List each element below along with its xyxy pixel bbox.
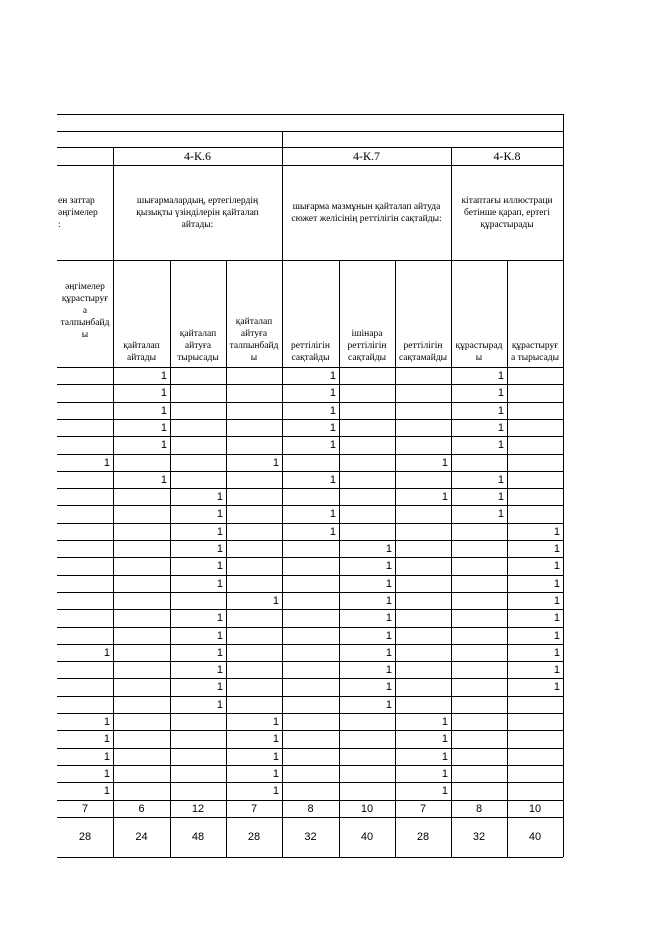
table-cell	[282, 540, 339, 557]
table-cell	[507, 782, 563, 799]
table-cell	[451, 661, 507, 678]
table-cell: 1	[272, 767, 279, 780]
table-cell: 1	[272, 732, 279, 745]
table-cell	[339, 523, 395, 540]
table-cell: 1	[216, 611, 223, 624]
table-cell	[282, 575, 339, 592]
total-count-cell: 6	[138, 802, 145, 815]
table-cell: 1	[553, 559, 560, 572]
table-cell	[507, 696, 563, 713]
table-cell	[395, 540, 451, 557]
table-cell	[507, 713, 563, 730]
table-cell	[57, 661, 113, 678]
table-cell	[57, 436, 113, 453]
table-cell	[113, 609, 170, 626]
group-description: ен заттар әңгімелер :	[58, 195, 98, 230]
table-cell	[226, 661, 282, 678]
table-cell: 1	[497, 386, 504, 399]
total-count-cell: 10	[528, 802, 542, 815]
table-cell: 1	[441, 456, 448, 469]
table-cell: 1	[329, 438, 336, 451]
table-cell	[339, 488, 395, 505]
column-header: қайталап айтады	[123, 341, 160, 363]
table-cell: 1	[553, 663, 560, 676]
table-cell	[113, 730, 170, 747]
table-cell: 1	[441, 490, 448, 503]
table-cell: 1	[385, 680, 392, 693]
group-code: 4-К.7	[353, 148, 380, 163]
column-line	[226, 260, 227, 857]
table-cell	[282, 609, 339, 626]
table-cell	[170, 782, 226, 799]
column-header: ішінара реттілігін сақтайды	[347, 329, 387, 363]
table-cell	[170, 419, 226, 436]
total-percent-cell: 40	[528, 831, 542, 844]
table-cell: 1	[497, 404, 504, 417]
table-cell	[339, 782, 395, 799]
table-cell: 1	[497, 421, 504, 434]
table-cell: 1	[103, 732, 110, 745]
table-cell: 1	[272, 594, 279, 607]
table-cell	[282, 678, 339, 695]
total-percent-cell: 32	[472, 831, 486, 844]
table-cell: 1	[216, 663, 223, 676]
table-cell	[226, 505, 282, 522]
table-cell	[451, 678, 507, 695]
table-cell	[113, 678, 170, 695]
table-cell	[113, 488, 170, 505]
group-description: шығарма мазмұнын қайталап айтуда сюжет желісінің реттілігін сақтайды:	[291, 201, 442, 224]
table-cell	[282, 592, 339, 609]
table-cell	[395, 402, 451, 419]
group-code	[57, 147, 113, 165]
table-cell	[226, 609, 282, 626]
total-percent-cell: 28	[247, 831, 261, 844]
table-cell: 1	[385, 559, 392, 572]
table-cell	[339, 419, 395, 436]
total-percent-cell: 24	[135, 831, 148, 844]
table-cell: 1	[385, 698, 392, 711]
table-cell	[395, 696, 451, 713]
table-cell	[339, 765, 395, 782]
table-cell: 1	[329, 369, 336, 382]
top-rule	[57, 114, 563, 115]
table-cell: 1	[272, 715, 279, 728]
table-cell	[57, 367, 113, 384]
table-cell	[282, 557, 339, 574]
table-cell	[170, 592, 226, 609]
table-cell: 1	[497, 490, 504, 503]
table-cell	[282, 765, 339, 782]
table-cell: 1	[385, 594, 392, 607]
table-cell: 1	[216, 490, 223, 503]
table-cell	[226, 644, 282, 661]
table-cell	[282, 730, 339, 747]
table-cell: 1	[103, 646, 110, 659]
table-cell: 1	[160, 386, 167, 399]
column-line	[507, 260, 508, 857]
table-cell	[395, 523, 451, 540]
table-cell	[339, 384, 395, 401]
table-cell: 1	[441, 767, 448, 780]
table-cell: 1	[441, 750, 448, 763]
table-cell	[226, 575, 282, 592]
table-cell	[507, 419, 563, 436]
table-cell	[507, 488, 563, 505]
table-cell	[57, 402, 113, 419]
table-cell	[395, 678, 451, 695]
table-cell	[395, 419, 451, 436]
table-cell	[339, 454, 395, 471]
table-cell: 1	[497, 507, 504, 520]
table-cell	[507, 454, 563, 471]
table-cell	[57, 609, 113, 626]
total-percent-cell: 28	[78, 831, 92, 844]
table-cell	[226, 402, 282, 419]
table-cell	[451, 523, 507, 540]
table-cell: 1	[553, 594, 560, 607]
table-cell	[395, 609, 451, 626]
grid-line	[282, 147, 283, 260]
table-cell	[282, 488, 339, 505]
table-cell	[451, 713, 507, 730]
table-cell: 1	[103, 750, 110, 763]
column-line	[339, 260, 340, 857]
table-cell	[226, 419, 282, 436]
table-cell	[57, 471, 113, 488]
table-cell	[170, 402, 226, 419]
table-cell: 1	[553, 525, 560, 538]
table-cell	[395, 557, 451, 574]
table-cell	[170, 454, 226, 471]
table-cell	[57, 523, 113, 540]
table-cell	[113, 748, 170, 765]
table-cell	[282, 748, 339, 765]
table-cell	[339, 748, 395, 765]
table-cell	[507, 367, 563, 384]
table-cell	[226, 678, 282, 695]
table-cell	[113, 696, 170, 713]
column-header: әңгімелер құрастыруғ а талпынбайд ы	[60, 281, 110, 340]
column-header: қайталап айтуға тырысады	[177, 329, 219, 363]
table-cell: 1	[216, 559, 223, 572]
table-cell	[507, 436, 563, 453]
table-cell	[395, 505, 451, 522]
table-cell: 1	[553, 629, 560, 642]
table-cell	[57, 419, 113, 436]
table-cell: 1	[216, 542, 223, 555]
table-cell: 1	[160, 438, 167, 451]
table-cell	[282, 782, 339, 799]
total-percent-cell: 48	[191, 831, 205, 844]
table-cell	[339, 367, 395, 384]
table-cell	[451, 730, 507, 747]
table-cell: 1	[160, 404, 167, 417]
table-cell	[113, 523, 170, 540]
total-count-cell: 10	[360, 802, 374, 815]
table-cell: 1	[272, 456, 279, 469]
column-line	[451, 260, 452, 857]
grid-line	[113, 147, 114, 260]
table-cell: 1	[216, 646, 223, 659]
table-cell	[395, 592, 451, 609]
table-cell	[507, 384, 563, 401]
table-cell: 1	[329, 386, 336, 399]
table-cell: 1	[216, 507, 223, 520]
table-cell: 1	[385, 611, 392, 624]
table-cell	[282, 454, 339, 471]
table-cell: 1	[385, 629, 392, 642]
table-cell	[226, 696, 282, 713]
total-count-cell: 7	[81, 802, 89, 815]
table-cell	[395, 367, 451, 384]
table-cell	[170, 367, 226, 384]
table-cell: 1	[441, 784, 448, 797]
total-percent-cell: 28	[416, 831, 430, 844]
table-cell: 1	[272, 750, 279, 763]
column-line	[395, 260, 396, 857]
table-cell	[226, 557, 282, 574]
table-cell	[451, 540, 507, 557]
header-rule	[57, 131, 563, 132]
grid-line	[451, 147, 452, 260]
table-cell	[339, 730, 395, 747]
table-cell	[226, 488, 282, 505]
table-cell	[57, 505, 113, 522]
table-cell	[170, 436, 226, 453]
table-cell	[282, 661, 339, 678]
table-cell: 1	[553, 542, 560, 555]
table-cell	[113, 765, 170, 782]
table-cell	[113, 505, 170, 522]
table-cell: 1	[385, 577, 392, 590]
table-cell: 1	[216, 629, 223, 642]
table-cell: 1	[103, 784, 110, 797]
table-cell: 1	[497, 369, 504, 382]
table-cell	[282, 696, 339, 713]
table-cell	[507, 471, 563, 488]
table-cell: 1	[553, 611, 560, 624]
table-cell	[113, 540, 170, 557]
table-cell	[57, 678, 113, 695]
table-cell: 1	[329, 404, 336, 417]
table-cell	[282, 713, 339, 730]
table-cell: 1	[553, 577, 560, 590]
table-cell	[282, 644, 339, 661]
table-cell	[451, 609, 507, 626]
table-cell: 1	[497, 438, 504, 451]
table-cell	[57, 627, 113, 644]
table-cell: 1	[553, 680, 560, 693]
table-cell	[170, 748, 226, 765]
column-line	[282, 260, 283, 857]
table-cell: 1	[385, 663, 392, 676]
table-cell	[113, 661, 170, 678]
table-cell	[57, 592, 113, 609]
table-cell	[170, 384, 226, 401]
table-cell	[451, 782, 507, 799]
table-cell: 1	[160, 421, 167, 434]
table-cell: 1	[441, 732, 448, 745]
table-cell: 1	[216, 680, 223, 693]
table-cell: 1	[385, 646, 392, 659]
table-cell: 1	[441, 715, 448, 728]
table-cell: 1	[103, 456, 110, 469]
table-cell: 1	[103, 715, 110, 728]
table-cell: 1	[216, 577, 223, 590]
table-cell	[507, 765, 563, 782]
table-cell	[113, 575, 170, 592]
table-cell: 1	[497, 473, 504, 486]
total-percent-cell: 32	[304, 831, 317, 844]
table-cell: 1	[216, 525, 223, 538]
table-cell	[451, 592, 507, 609]
total-count-cell: 7	[250, 802, 258, 815]
table-cell	[507, 748, 563, 765]
column-line	[170, 260, 171, 857]
table-cell	[339, 436, 395, 453]
table-cell	[451, 765, 507, 782]
table-cell	[226, 627, 282, 644]
table-cell	[113, 713, 170, 730]
table-cell	[226, 384, 282, 401]
table-cell	[339, 505, 395, 522]
table-cell	[451, 696, 507, 713]
table-cell	[226, 523, 282, 540]
group-description: кітаптағы иллюстраци бетінше қарап, ертегі құрастырады	[461, 195, 553, 230]
group-code: 4-К.8	[493, 148, 521, 163]
table-cell: 1	[329, 507, 336, 520]
total-count-cell: 12	[191, 802, 205, 815]
table-cell	[395, 384, 451, 401]
table-cell	[113, 644, 170, 661]
table-cell	[339, 402, 395, 419]
table-cell	[395, 471, 451, 488]
table-cell	[451, 748, 507, 765]
table-cell	[57, 488, 113, 505]
table-cell	[507, 505, 563, 522]
table-cell	[451, 454, 507, 471]
total-count-cell: 7	[419, 802, 427, 815]
column-header: құрастыруғ а тырысады	[510, 341, 560, 363]
table-cell	[170, 730, 226, 747]
table-cell	[282, 627, 339, 644]
table-cell: 1	[329, 473, 336, 486]
table-cell: 1	[160, 473, 167, 486]
table-cell	[170, 765, 226, 782]
table-cell	[113, 782, 170, 799]
table-cell	[170, 471, 226, 488]
table-cell	[226, 540, 282, 557]
table-cell	[395, 661, 451, 678]
table-cell	[339, 471, 395, 488]
column-header: құрастырад ы	[455, 341, 503, 363]
table-cell	[507, 730, 563, 747]
table-cell	[57, 384, 113, 401]
table-cell: 1	[329, 525, 336, 538]
table-cell	[451, 644, 507, 661]
table-cell	[507, 402, 563, 419]
grid-line	[282, 131, 283, 147]
table-cell	[57, 540, 113, 557]
table-cell: 1	[385, 542, 392, 555]
table-cell	[113, 592, 170, 609]
column-line	[113, 260, 114, 857]
total-count-cell: 8	[475, 802, 483, 815]
total-count-cell: 8	[307, 802, 314, 815]
table-cell	[451, 575, 507, 592]
table-cell	[113, 557, 170, 574]
column-header: қайталап айтуға талпынбайд ы	[229, 317, 279, 363]
table-cell: 1	[553, 646, 560, 659]
table-cell	[57, 696, 113, 713]
table-cell: 1	[216, 698, 223, 711]
table-cell	[170, 713, 226, 730]
table-cell	[226, 367, 282, 384]
table-cell	[226, 436, 282, 453]
table-cell	[395, 436, 451, 453]
table-cell	[395, 575, 451, 592]
table-cell	[451, 627, 507, 644]
table-cell: 1	[272, 784, 279, 797]
group-code: 4-К.6	[184, 148, 211, 163]
total-percent-cell: 40	[360, 831, 374, 844]
column-header: реттілігін сақтайды	[291, 341, 330, 363]
table-cell	[339, 713, 395, 730]
table-cell: 1	[160, 369, 167, 382]
table-cell	[451, 557, 507, 574]
table-cell	[395, 627, 451, 644]
group-description: шығармалардың, ертегілердің қызықты үзінділерін қайталап айтады:	[136, 195, 259, 230]
table-cell	[113, 454, 170, 471]
table-cell	[57, 575, 113, 592]
right-edge-line	[563, 114, 564, 857]
table-cell	[57, 557, 113, 574]
table-cell	[113, 627, 170, 644]
table-cell	[226, 471, 282, 488]
table-cell: 1	[329, 421, 336, 434]
table-cell	[395, 644, 451, 661]
table-cell: 1	[103, 767, 110, 780]
column-header: реттілігін сақтамайды	[398, 341, 448, 363]
